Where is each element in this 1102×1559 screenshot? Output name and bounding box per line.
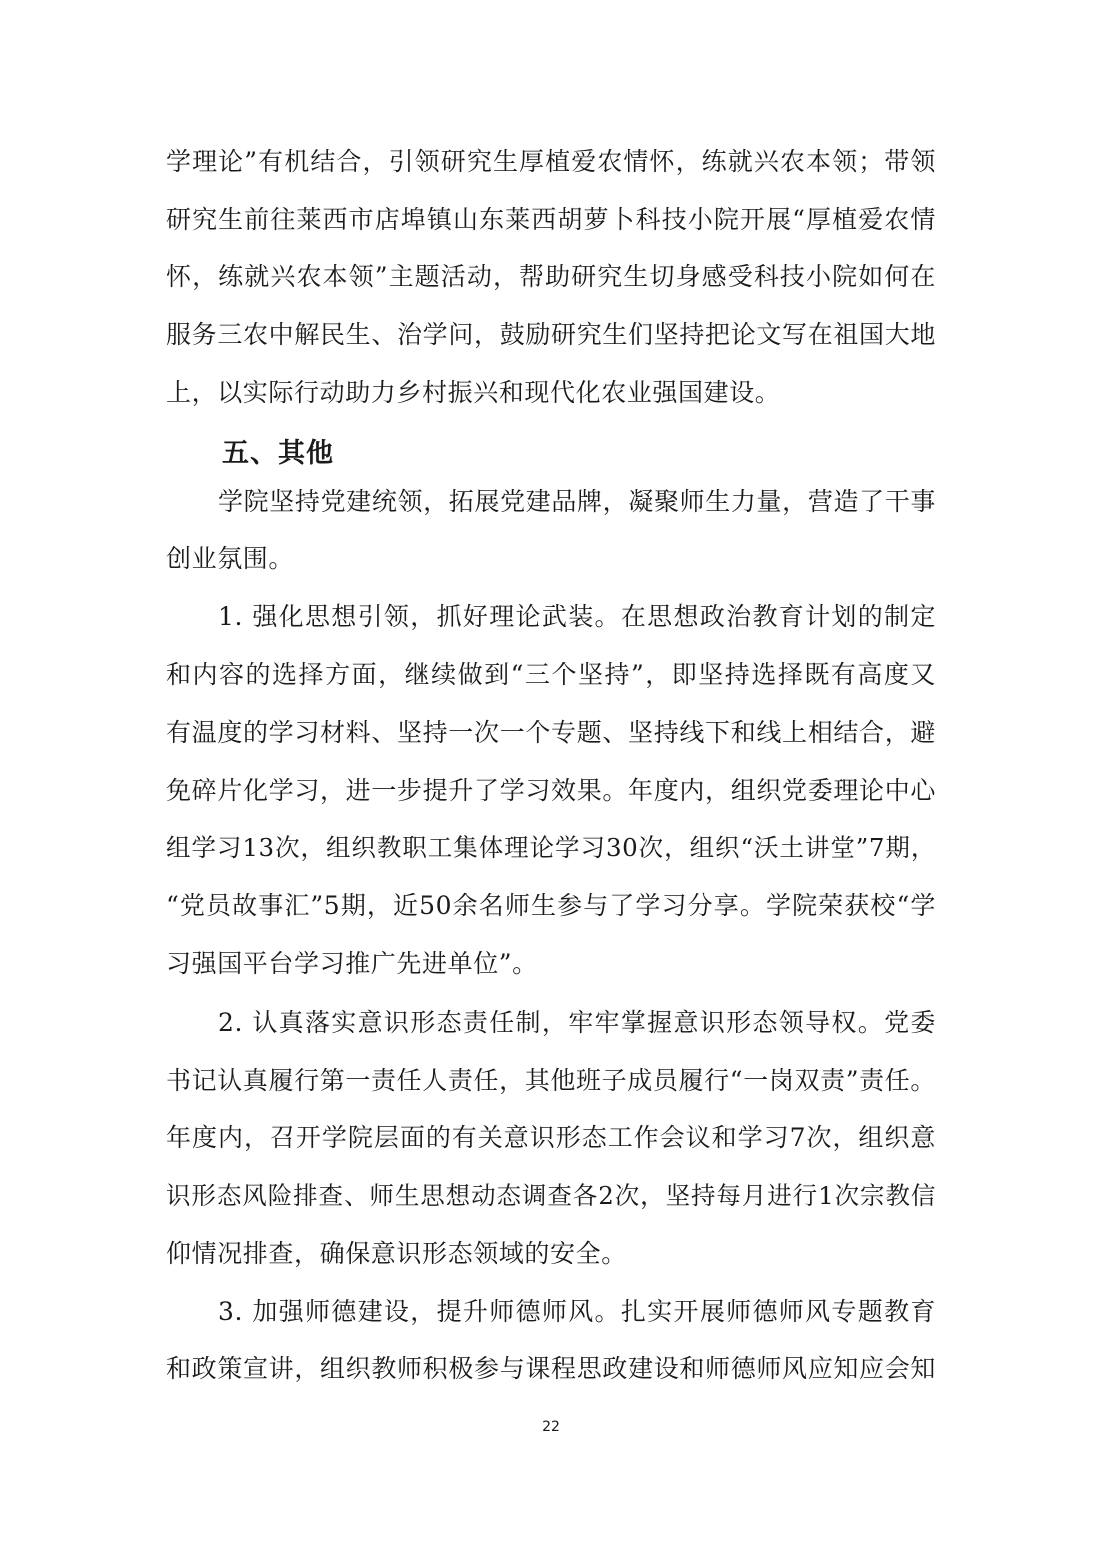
section-intro-line-1: 学院坚持党建统领，拓展党建品牌，凝聚师生力量，营造了干事: [218, 487, 936, 516]
intro-line-1: 学理论”有机结合，引领研究生厚植爱农情怀，练就兴农本领；带领: [166, 147, 936, 176]
item1-line-3: 有温度的学习材料、坚持一次一个专题、坚持线下和线上相结合，避: [166, 718, 936, 747]
intro-line-4: 服务三农中解民生、治学问，鼓励研究生们坚持把论文写在祖国大地: [166, 320, 936, 349]
section-intro-line-2: 创业氛围。: [166, 544, 295, 573]
item1-line-4: 免碎片化学习，进一步提升了学习效果。年度内，组织党委理论中心: [166, 776, 936, 805]
item1-line-2: 和内容的选择方面，继续做到“三个坚持”，即坚持选择既有高度又: [166, 660, 936, 689]
intro-line-5: 上，以实际行动助力乡村振兴和现代化农业强国建设。: [166, 378, 781, 407]
item2-line-3: 年度内，召开学院层面的有关意识形态工作会议和学习7次，组织意: [166, 1123, 936, 1152]
item1-line-5: 组学习13次，组织教职工集体理论学习30次，组织“沃土讲堂”7期，: [166, 833, 936, 862]
page-number: 22: [542, 1419, 560, 1435]
section-heading: 五、其他: [222, 438, 334, 469]
intro-line-2: 研究生前往莱西市店埠镇山东莱西胡萝卜科技小院开展“厚植爱农情: [166, 205, 936, 234]
item2-line-1: 2. 认真落实意识形态责任制，牢牢掌握意识形态领导权。党委: [218, 1008, 936, 1037]
item2-line-4: 识形态风险排查、师生思想动态调查各2次，坚持每月进行1次宗教信: [166, 1181, 936, 1210]
intro-line-3: 怀，练就兴农本领”主题活动，帮助研究生切身感受科技小院如何在: [166, 262, 936, 291]
item2-line-5: 仰情况排查，确保意识形态领域的安全。: [166, 1239, 627, 1268]
item3-line-1: 3. 加强师德建设，提升师德师风。扎实开展师德师风专题教育: [218, 1297, 936, 1326]
item2-line-2: 书记认真履行第一责任人责任，其他班子成员履行“一岗双责”责任。: [166, 1066, 936, 1095]
item3-line-2: 和政策宣讲，组织教师积极参与课程思政建设和师德师风应知应会知: [166, 1354, 936, 1383]
item1-line-6: “党员故事汇”5期，近50余名师生参与了学习分享。学院荣获校“学: [166, 891, 936, 920]
item1-line-1: 1. 强化思想引领，抓好理论武装。在思想政治教育计划的制定: [218, 602, 936, 631]
item1-line-7: 习强国平台学习推广先进单位”。: [166, 949, 538, 978]
